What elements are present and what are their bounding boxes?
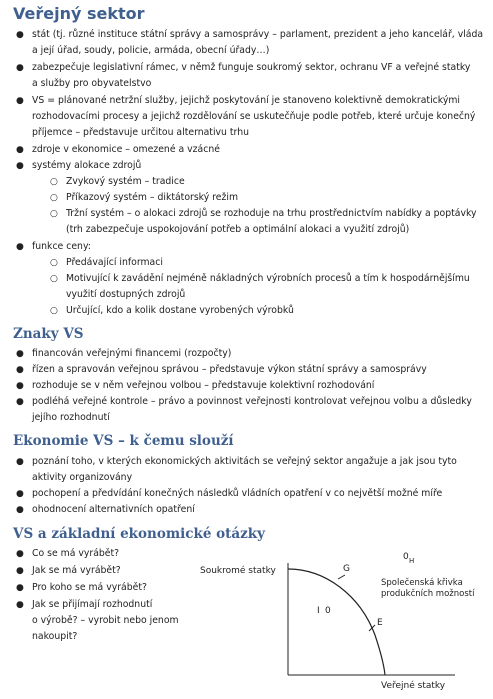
text-line: Zvykový systém – tradice (66, 176, 185, 187)
bullet-icon: ● (16, 30, 24, 40)
text-line: funkce ceny: (32, 241, 91, 252)
text-line: jejího rozhodnutí (32, 412, 110, 423)
heading-vs-zakladni-otazky: VS a základní ekonomické otázky (13, 526, 265, 542)
text-line: rozhoduje se v něm veřejnou volbou – představuje kolektivní rozhodování (32, 380, 375, 391)
text-line: Určující, kdo a kolik dostane vyrobených výrobků (66, 305, 294, 316)
text-line: řízen a spravován veřejnou správou – představuje výkon státní správy a samosprávy (32, 364, 427, 375)
text-line: VS = plánované netržní služby, jejichž poskytování je stanoveno kolektivně demokratickými (32, 95, 460, 106)
text-line: systémy alokace zdrojů (32, 160, 142, 171)
text-line: pochopení a předvídání konečných následků vládních opatření v co největší možné míře (32, 488, 443, 499)
text-line: Jak se přijímají rozhodnutí (32, 599, 153, 610)
text-line: podléhá veřejné kontrole – právo a povinnost veřejnosti kontrolovat veřejnou volbu a důsledky (32, 396, 472, 407)
text-line: Motivující k zavádění nejméně nákladných výrobních procesů a tím k hospodárnějšímu (66, 273, 470, 284)
ppf-curve (288, 569, 385, 675)
text-line: a její úřad, soudy, policie, armáda, obecní úřady…) (32, 45, 270, 56)
bullet-icon: ● (16, 457, 24, 467)
text-line: Předávající informaci (66, 257, 163, 268)
curve-label-line1: Společenská křivka (381, 578, 463, 588)
text-line: Jak se má vyrábět? (32, 565, 121, 576)
heading-verejny-sektor: Veřejný sektor (13, 4, 145, 23)
bullet-icon: ● (16, 505, 24, 515)
bullet-icon: ● (16, 566, 24, 576)
bullet-icon: ● (16, 349, 24, 359)
tick-e (369, 625, 375, 631)
bullet-icon: ● (16, 549, 24, 559)
text-line: nakoupit? (32, 631, 78, 642)
point-h-label: 0 (403, 552, 409, 562)
text-line: ohodnocení alternativních opatření (32, 504, 195, 515)
text-line: zabezpečuje legislativní rámec, v němž funguje soukromý sektor, ochranu VF a veřejné statky (32, 62, 471, 73)
bullet-icon: ● (16, 96, 24, 106)
text-line: financován veřejnými financemi (rozpočty) (32, 348, 232, 359)
point-e-label: E (377, 618, 383, 628)
text-line: Pro koho se má vyrábět? (32, 582, 147, 593)
point-i-label: I (317, 606, 320, 616)
text-line: Co se má vyrábět? (32, 548, 120, 559)
bullet-icon: ● (16, 583, 24, 593)
text-line: poznání toho, v kterých ekonomických aktivitách se veřejný sektor angažuje a jak jsou tyto (32, 456, 457, 467)
bullet-icon: ● (16, 365, 24, 375)
bullet-icon: ● (16, 161, 24, 171)
bullet-icon: ● (16, 145, 24, 155)
sub-bullet-icon: ○ (50, 258, 58, 268)
heading-ekonomie-vs: Ekonomie VS – k čemu slouží (13, 433, 234, 449)
x-axis-label: Veřejné statky (381, 681, 446, 691)
text-line: využití dostupných zdrojů (66, 289, 186, 300)
bullet-icon: ● (16, 397, 24, 407)
text-line: a služby pro obyvatelstvo (32, 78, 152, 89)
sub-bullet-icon: ○ (50, 274, 58, 284)
sub-bullet-icon: ○ (50, 177, 58, 187)
point-h-sub: H (409, 557, 415, 565)
text-line: o výrobě? – vyrobit nebo jenom (32, 615, 179, 626)
bullet-icon: ● (16, 242, 24, 252)
text-line: Příkazový systém – diktátorský režim (66, 192, 239, 203)
curve-label-line2: produkčních možností (381, 589, 475, 599)
bullet-icon: ● (16, 381, 24, 391)
y-axis-label: Soukromé statky (200, 566, 276, 576)
text-line: stát (tj. různé instituce státní správy a samosprávy – parlament, prezident a jeho kancelář, vláda (32, 29, 484, 40)
tick-g (338, 575, 345, 579)
text-line: příjemce – představuje určitou alternativu trhu (32, 127, 249, 138)
point-0-label: 0 (325, 606, 331, 616)
text-line: (trh zabezpečuje uspokojování potřeb a optimální alokaci a využití zdrojů) (66, 224, 410, 235)
point-g-label: G (343, 564, 350, 574)
bullet-icon: ● (16, 63, 24, 73)
sub-bullet-icon: ○ (50, 209, 58, 219)
sub-bullet-icon: ○ (50, 193, 58, 203)
ppf-diagram (195, 545, 485, 695)
sub-bullet-icon: ○ (50, 306, 58, 316)
bullet-icon: ● (16, 489, 24, 499)
text-line: aktivity organizovány (32, 472, 133, 483)
bullet-icon: ● (16, 600, 24, 610)
text-line: zdroje v ekonomice – omezené a vzácné (32, 144, 220, 155)
heading-znaky-vs: Znaky VS (13, 326, 84, 342)
text-line: Tržní systém – o alokaci zdrojů se rozhoduje na trhu prostřednictvím nabídky a poptávky (66, 208, 477, 219)
text-line: rozhodovacími procesy a jejichž rozdělování se uskutečňuje podle potřeb, které určuje konečný (32, 111, 476, 122)
